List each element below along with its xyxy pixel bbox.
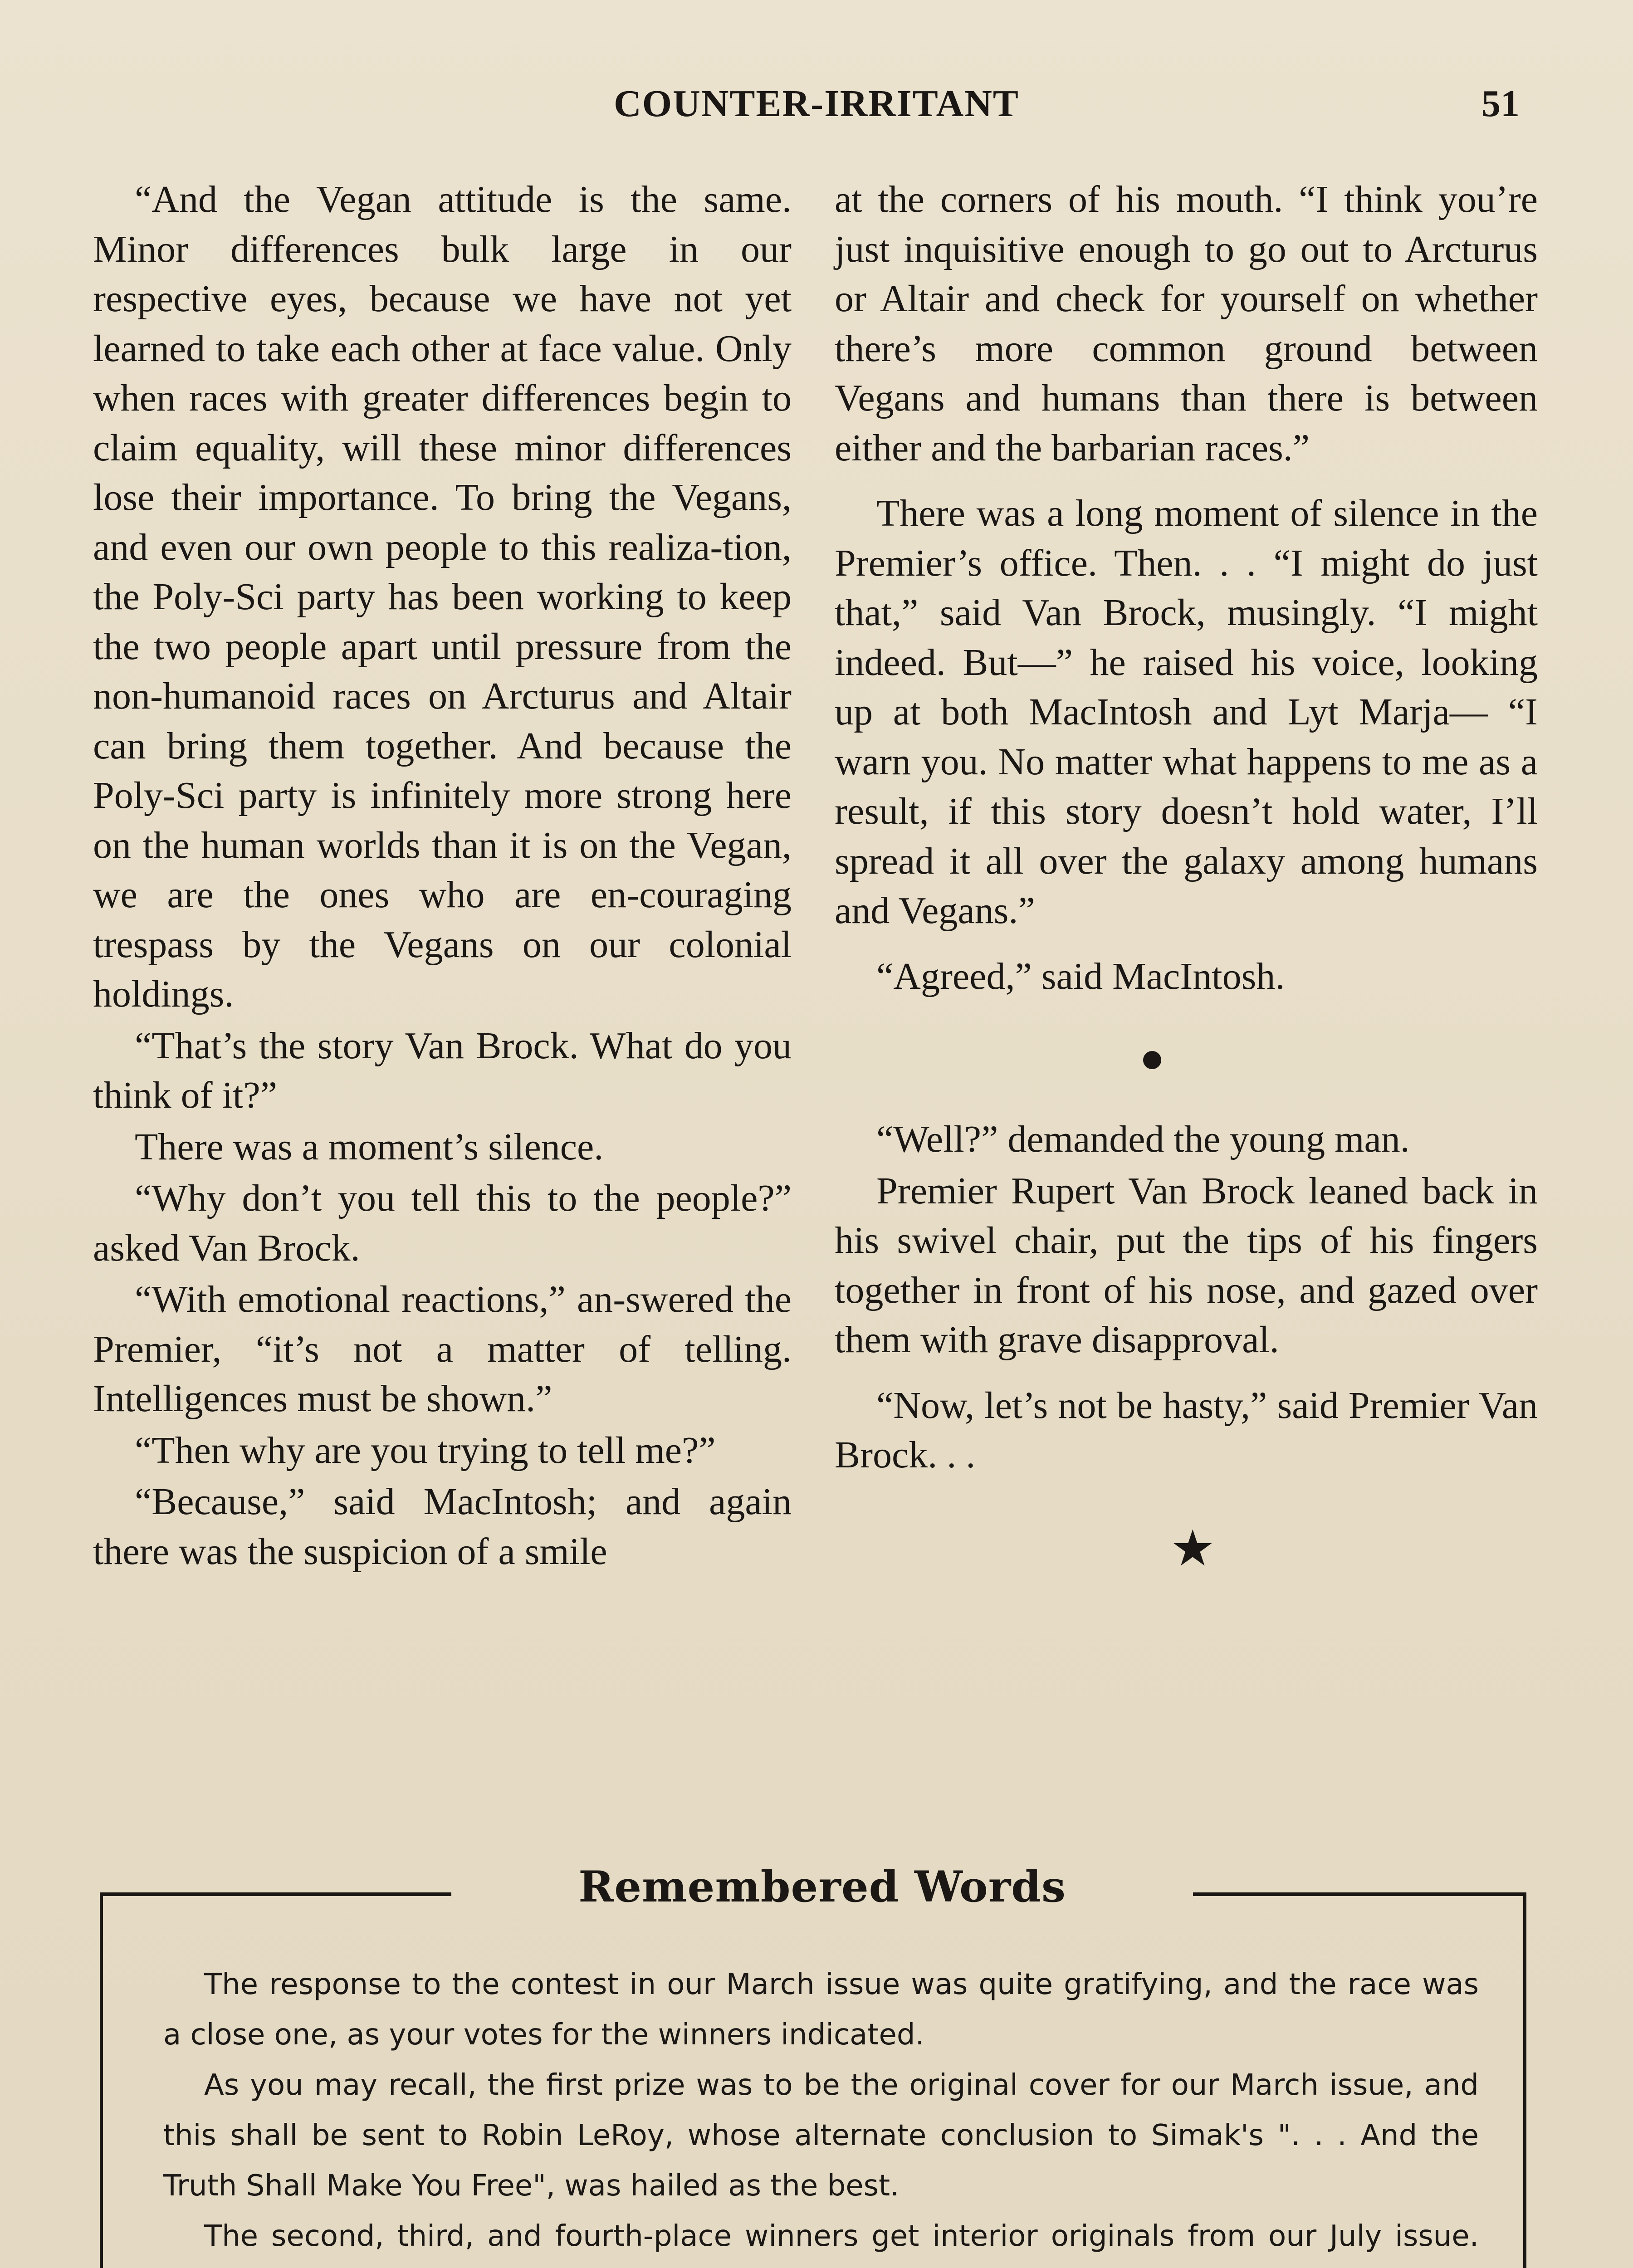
story-paragraph: “Now, let’s not be hasty,” said Premier Van Brock. . . [835,1384,1538,1476]
notice-paragraph: As you may recall, the first prize was to be the original cover for our March issue, and this shall be sent to Robin LeRoy, whose alternate conclusion to Simak's ". . . And the Truth Shall Make You Free", was hailed as the best. [163,2068,1479,2203]
story-paragraph: “Agreed,” said MacIntosh. [876,955,1285,997]
story-paragraph: “With emotional reactions,” an-swered the Premier, “it’s not a matter of telling. Intelligences must be shown.” [93,1278,792,1420]
notice-paragraph: The response to the contest in our March issue was quite gratifying, and the race was a close one, as your votes for the winners indicated. [163,1968,1479,2052]
story-column-right [835,175,1538,1577]
story-paragraph-continued: at the corners of his mouth. “I think you’re just inquisitive enough to go out to Arcturus or Altair and check for yourself on whether there’s more common ground between Vegans and humans than there is between either and the barbarian races.” [835,178,1538,469]
story-paragraph: Premier Rupert Van Brock leaned back in his swivel chair, put the tips of his fingers together in front of his nose, and gazed over them with grave disapproval. [835,1169,1538,1361]
story-paragraph: “And the Vegan attitude is the same. Minor differences bulk large in our respective eyes, because we have not yet learned to take each other at face value. Only when races with greater differences begin to claim equality, will these minor differences lose their importance. To bring the Vegans, and even our own people to this realiza-tion, the Poly-Sci party has been working to keep the two people apart until pressure from the non-humanoid races on Arcturus and Altair can bring them together. And because the Poly-Sci party is infinitely more strong here on the human worlds than it is on the Vegan, we are the ones who are en-couraging trespass by the Vegans on our colonial holdings. [93,178,792,1015]
story-paragraph: “Why don’t you tell this to the people?” asked Van Brock. [93,1177,792,1269]
page-number: 51 [1481,83,1520,125]
story-column-left [93,175,792,1578]
story-paragraph: “Well?” demanded the young man. [876,1118,1410,1160]
remembered-words-title: Remembered Words [578,1862,1066,1912]
remembered-words-body [163,1960,1479,2268]
running-header-title: COUNTER-IRRITANT [614,83,1019,125]
story-paragraph: “That’s the story Van Brock. What do you think of it?” [93,1024,792,1116]
story-paragraph: There was a moment’s silence. [135,1125,604,1168]
section-break-dot [1143,1051,1161,1069]
story-paragraph: “Then why are you trying to tell me?” [135,1429,716,1471]
notice-paragraph: The second, third, and fourth-place winners get interior originals from our July issue. [204,2219,1479,2253]
story-paragraph: There was a long moment of silence in the Premier’s office. Then. . . “I might do just that,” said Van Brock, musingly. “I might indeed. But—” he raised his voice, looking up at both MacIntosh and Lyt Marja— “I warn you. No matter what happens to me as a result, if this story doesn’t hold water, I’ll spread it all over the galaxy among humans and Vegans.” [835,492,1538,932]
story-end-star-icon: ★ [1170,1519,1215,1577]
story-paragraph: “Because,” said MacIntosh; and again there was the suspicion of a smile [93,1481,792,1573]
